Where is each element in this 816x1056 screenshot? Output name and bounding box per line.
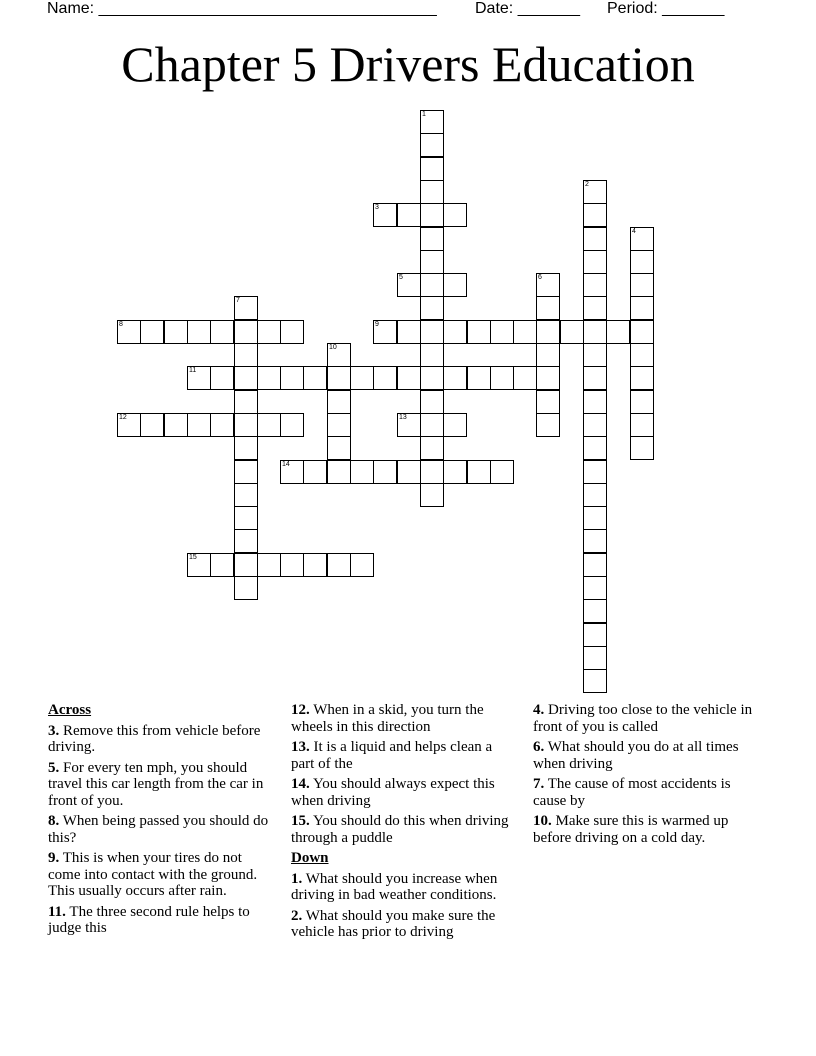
clue-across-13: 13. It is a liquid and helps clean a part of the [291,739,493,772]
crossword-cell[interactable] [420,413,444,437]
crossword-cell[interactable] [373,460,397,484]
clue-down-2: 2. What should you make sure the vehicle has prior to driving [291,907,496,940]
crossword-cell[interactable] [583,483,607,507]
crossword-cell[interactable] [630,413,654,437]
cell-number: 4 [632,228,636,235]
crossword-cell[interactable] [234,366,258,390]
crossword-cell[interactable] [373,203,397,227]
crossword-cell[interactable] [234,483,258,507]
cell-number: 6 [538,274,542,281]
crossword-cell[interactable] [606,320,630,344]
crossword-cell[interactable] [420,250,444,274]
crossword-cell[interactable] [420,110,444,134]
crossword-cell[interactable] [420,133,444,157]
crossword-cell[interactable] [583,390,607,414]
cell-number: 2 [585,181,589,188]
crossword-cell[interactable] [303,553,327,577]
crossword-cell[interactable] [397,366,421,390]
crossword-cell[interactable] [420,320,444,344]
crossword-cell[interactable] [443,273,467,297]
crossword-cell[interactable] [420,483,444,507]
clue-down-1: 1. What should you increase when driving in bad weather conditions. [291,870,498,903]
crossword-cell[interactable] [536,296,560,320]
crossword-cell[interactable] [583,250,607,274]
crossword-cell[interactable] [373,320,397,344]
crossword-cell[interactable] [327,413,351,437]
crossword-cell[interactable] [257,413,281,437]
crossword-cell[interactable] [420,343,444,367]
crossword-cell[interactable] [303,460,327,484]
crossword-cell[interactable] [373,366,397,390]
crossword-cell[interactable] [443,460,467,484]
date-field-label: Date: _______ [475,0,580,17]
crossword-cell[interactable] [630,227,654,251]
crossword-cell[interactable] [583,273,607,297]
clue-down-10: 10. Make sure this is warmed up before driving on a cold day. [533,813,729,846]
crossword-cell[interactable] [187,553,211,577]
cell-number: 13 [399,414,407,421]
crossword-cell[interactable] [234,296,258,320]
across-heading: Across [48,702,92,718]
crossword-cell[interactable] [234,506,258,530]
crossword-cell[interactable] [420,273,444,297]
cell-number: 15 [189,554,197,561]
crossword-cell[interactable] [420,366,444,390]
crossword-cell[interactable] [420,390,444,414]
clue-across-14: 14. You should always expect this when driving [291,776,495,809]
cell-number: 12 [119,414,127,421]
crossword-cell[interactable] [443,366,467,390]
crossword-cell[interactable] [536,390,560,414]
crossword-cell[interactable] [327,553,351,577]
crossword-cell[interactable] [187,413,211,437]
crossword-cell[interactable] [420,227,444,251]
crossword-cell[interactable] [397,460,421,484]
crossword-cell[interactable] [327,436,351,460]
crossword-cell[interactable] [560,320,584,344]
crossword-cell[interactable] [257,366,281,390]
crossword-cell[interactable] [420,203,444,227]
clues-column-2 [291,702,519,945]
crossword-cell[interactable] [490,460,514,484]
crossword-cell[interactable] [536,366,560,390]
crossword-cell[interactable] [234,320,258,344]
crossword-cell[interactable] [187,320,211,344]
crossword-cell[interactable] [350,460,374,484]
clue-across-15: 15. You should do this when driving through a puddle [291,813,509,846]
crossword-cell[interactable] [164,320,188,344]
crossword-cell[interactable] [583,646,607,670]
clue-across-5: 5. For every ten mph, you should travel this car length from the car in front of you. [48,759,264,809]
clue-down-7: 7. The cause of most accidents is cause by [533,776,731,809]
crossword-cell[interactable] [117,320,141,344]
cell-number: 9 [375,321,379,328]
page-title: Chapter 5 Drivers Education [121,36,695,92]
crossword-cell[interactable] [490,366,514,390]
crossword-cell[interactable] [234,390,258,414]
crossword-cell[interactable] [467,320,491,344]
clue-across-9: 9. This is when your tires do not come into contact with the ground. This usually occurs after rain. [48,850,258,899]
cell-number: 1 [422,111,426,118]
crossword-cell[interactable] [117,413,141,437]
clue-down-4: 4. Driving too close to the vehicle in front of you is called [533,702,753,735]
crossword-cell[interactable] [327,390,351,414]
crossword-cell[interactable] [234,460,258,484]
crossword-cell[interactable] [303,366,327,390]
crossword-cell[interactable] [280,553,304,577]
crossword-cell[interactable] [583,343,607,367]
crossword-cell[interactable] [583,413,607,437]
crossword-cell[interactable] [280,320,304,344]
down-heading: Down [291,850,329,866]
crossword-cell[interactable] [420,436,444,460]
clue-across-11: 11. The three second rule helps to judge this [48,903,250,936]
crossword-cell[interactable] [327,460,351,484]
crossword-cell[interactable] [630,436,654,460]
crossword-cell[interactable] [350,366,374,390]
crossword-cell[interactable] [583,669,607,693]
crossword-cell[interactable] [140,320,164,344]
crossword-cell[interactable] [234,436,258,460]
crossword-cell[interactable] [420,157,444,181]
crossword-cell[interactable] [583,599,607,623]
crossword-cell[interactable] [350,553,374,577]
crossword-cell[interactable] [583,203,607,227]
crossword-cell[interactable] [513,366,537,390]
crossword-cell[interactable] [257,553,281,577]
crossword-cell[interactable] [583,506,607,530]
cell-number: 11 [189,367,197,374]
cell-number: 5 [399,274,403,281]
crossword-cell[interactable] [140,413,164,437]
crossword-cell[interactable] [583,320,607,344]
crossword-cell[interactable] [583,553,607,577]
crossword-cell[interactable] [583,576,607,600]
crossword-cell[interactable] [443,320,467,344]
crossword-cell[interactable] [583,460,607,484]
clue-across-3: 3. Remove this from vehicle before driving. [48,722,261,755]
crossword-cell[interactable] [630,390,654,414]
crossword-cell[interactable] [583,296,607,320]
cell-number: 7 [236,297,240,304]
crossword-cell[interactable] [630,366,654,390]
crossword-cell[interactable] [210,553,234,577]
name-field-label: Name: ______________________________________ [47,0,437,17]
crossword-cell[interactable] [443,203,467,227]
crossword-cell[interactable] [164,413,188,437]
crossword-cell[interactable] [397,203,421,227]
crossword-cell[interactable] [630,273,654,297]
crossword-cell[interactable] [210,413,234,437]
clues-column-3 [533,702,761,850]
crossword-cell[interactable] [210,320,234,344]
crossword-cell[interactable] [420,180,444,204]
crossword-cell[interactable] [583,623,607,647]
crossword-cell[interactable] [397,320,421,344]
crossword-cell[interactable] [583,529,607,553]
clue-down-6: 6. What should you do at all times when driving [533,739,739,772]
cell-number: 10 [329,344,337,351]
clues-column-1 [48,702,278,941]
cell-number: 14 [282,461,290,468]
cell-number: 8 [119,321,123,328]
crossword-cell[interactable] [280,366,304,390]
crossword-cell[interactable] [536,320,560,344]
crossword-cell[interactable] [210,366,234,390]
crossword-cell[interactable] [583,436,607,460]
crossword-cell[interactable] [420,296,444,320]
crossword-cell[interactable] [397,273,421,297]
crossword-cell[interactable] [583,180,607,204]
crossword-cell[interactable] [583,227,607,251]
crossword-cell[interactable] [257,320,281,344]
crossword-cell[interactable] [280,413,304,437]
crossword-cell[interactable] [630,250,654,274]
crossword-cell[interactable] [536,343,560,367]
crossword-cell[interactable] [187,366,211,390]
clue-across-12: 12. When in a skid, you turn the wheels in this direction [291,702,484,735]
crossword-cell[interactable] [490,320,514,344]
crossword-cell[interactable] [630,296,654,320]
crossword-cell[interactable] [443,413,467,437]
crossword-cell[interactable] [234,553,258,577]
crossword-cell[interactable] [420,460,444,484]
cell-number: 3 [375,204,379,211]
crossword-cell[interactable] [536,413,560,437]
crossword-cell[interactable] [327,343,351,367]
crossword-cell[interactable] [630,343,654,367]
crossword-cell[interactable] [280,460,304,484]
crossword-cell[interactable] [583,366,607,390]
crossword-cell[interactable] [630,320,654,344]
crossword-cell[interactable] [234,343,258,367]
crossword-cell[interactable] [234,529,258,553]
clue-across-8: 8. When being passed you should do this? [48,813,269,846]
crossword-cell[interactable] [513,320,537,344]
crossword-cell[interactable] [536,273,560,297]
crossword-cell[interactable] [234,576,258,600]
crossword-cell[interactable] [327,366,351,390]
crossword-cell[interactable] [397,413,421,437]
crossword-cell[interactable] [467,366,491,390]
period-field-label: Period: _______ [607,0,725,17]
crossword-cell[interactable] [234,413,258,437]
crossword-cell[interactable] [467,460,491,484]
